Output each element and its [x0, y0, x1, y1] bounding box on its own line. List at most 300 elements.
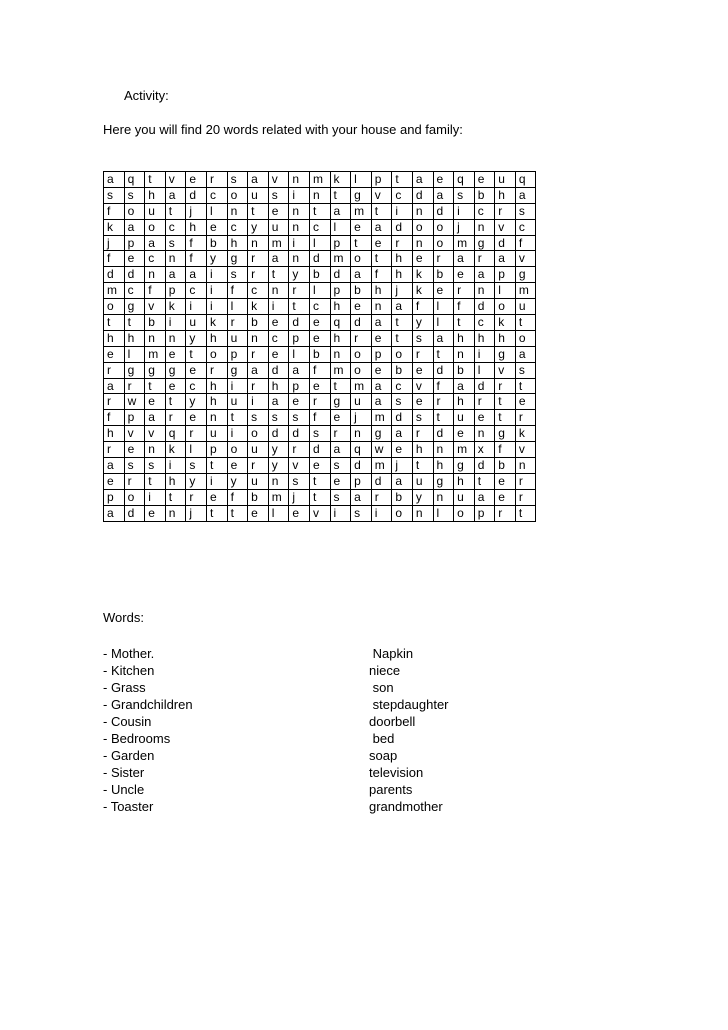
word-item: television — [369, 765, 424, 780]
grid-cell: h — [145, 187, 166, 203]
grid-cell: t — [206, 458, 227, 474]
grid-cell: r — [495, 505, 516, 521]
grid-row — [104, 410, 536, 426]
grid-cell: h — [206, 394, 227, 410]
grid-cell: m — [371, 410, 392, 426]
grid-cell: d — [433, 362, 454, 378]
grid-cell: o — [124, 203, 145, 219]
grid-cell: f — [186, 251, 207, 267]
grid-cell: v — [495, 362, 516, 378]
grid-cell: v — [165, 172, 186, 188]
grid-cell: r — [433, 251, 454, 267]
grid-cell: b — [474, 187, 495, 203]
grid-cell: l — [268, 505, 289, 521]
grid-cell: y — [227, 473, 248, 489]
grid-cell: e — [206, 489, 227, 505]
grid-cell: o — [351, 346, 372, 362]
grid-cell: b — [392, 489, 413, 505]
grid-cell: o — [495, 299, 516, 315]
grid-cell: e — [227, 458, 248, 474]
grid-cell: g — [124, 362, 145, 378]
grid-cell: v — [145, 426, 166, 442]
words-heading: Words: — [103, 610, 144, 625]
grid-cell: g — [165, 362, 186, 378]
grid-cell: s — [454, 187, 475, 203]
grid-cell: o — [248, 426, 269, 442]
grid-cell: e — [186, 362, 207, 378]
grid-cell: b — [454, 362, 475, 378]
grid-cell: t — [309, 489, 330, 505]
grid-cell: k — [165, 299, 186, 315]
grid-cell: c — [392, 378, 413, 394]
grid-cell: e — [474, 172, 495, 188]
grid-cell: t — [186, 346, 207, 362]
grid-cell: g — [454, 458, 475, 474]
grid-cell: g — [433, 473, 454, 489]
grid-cell: d — [412, 187, 433, 203]
grid-cell: o — [433, 235, 454, 251]
grid-cell: e — [412, 394, 433, 410]
grid-cell: a — [454, 251, 475, 267]
grid-cell: r — [330, 426, 351, 442]
grid-cell: e — [289, 394, 310, 410]
grid-cell: b — [392, 362, 413, 378]
grid-cell: e — [433, 283, 454, 299]
grid-cell: n — [371, 299, 392, 315]
grid-cell: l — [433, 299, 454, 315]
grid-cell: p — [330, 235, 351, 251]
grid-cell: l — [186, 442, 207, 458]
grid-cell: b — [248, 489, 269, 505]
grid-cell: v — [309, 505, 330, 521]
grid-cell: l — [351, 172, 372, 188]
grid-cell: i — [392, 203, 413, 219]
grid-cell: e — [104, 473, 125, 489]
grid-cell: l — [495, 283, 516, 299]
grid-cell: h — [124, 330, 145, 346]
word-item: - Mother. — [103, 646, 155, 661]
grid-cell: j — [289, 489, 310, 505]
grid-cell: m — [330, 251, 351, 267]
grid-cell: b — [206, 235, 227, 251]
grid-cell: n — [433, 442, 454, 458]
grid-cell: c — [145, 251, 166, 267]
grid-cell: t — [289, 299, 310, 315]
grid-cell: e — [186, 410, 207, 426]
grid-cell: w — [371, 442, 392, 458]
grid-cell: n — [412, 505, 433, 521]
grid-cell: r — [104, 362, 125, 378]
grid-cell: r — [248, 251, 269, 267]
word-item: - Toaster — [103, 799, 154, 814]
grid-cell: f — [412, 299, 433, 315]
grid-cell: p — [124, 235, 145, 251]
grid-cell: d — [309, 251, 330, 267]
grid-cell: n — [289, 219, 310, 235]
grid-cell: c — [474, 315, 495, 331]
grid-cell: d — [124, 505, 145, 521]
grid-cell: e — [474, 410, 495, 426]
grid-cell: n — [289, 251, 310, 267]
grid-row — [104, 378, 536, 394]
grid-cell: t — [454, 315, 475, 331]
grid-cell: a — [433, 330, 454, 346]
grid-cell: h — [454, 394, 475, 410]
grid-cell: l — [433, 505, 454, 521]
grid-cell: h — [268, 378, 289, 394]
grid-cell: y — [412, 315, 433, 331]
grid-cell: a — [186, 267, 207, 283]
grid-cell: g — [124, 299, 145, 315]
grid-cell: l — [474, 362, 495, 378]
grid-cell: t — [371, 251, 392, 267]
grid-cell: a — [268, 251, 289, 267]
grid-cell: m — [268, 235, 289, 251]
grid-cell: i — [206, 283, 227, 299]
grid-cell: b — [351, 283, 372, 299]
grid-cell: e — [330, 410, 351, 426]
grid-cell: e — [351, 299, 372, 315]
grid-cell: g — [351, 187, 372, 203]
grid-cell: s — [186, 458, 207, 474]
grid-cell: d — [392, 410, 413, 426]
grid-cell: h — [330, 299, 351, 315]
grid-cell: v — [515, 442, 536, 458]
grid-cell: d — [495, 235, 516, 251]
grid-cell: h — [186, 219, 207, 235]
grid-cell: e — [165, 346, 186, 362]
grid-cell: t — [206, 505, 227, 521]
grid-cell: k — [104, 219, 125, 235]
grid-cell: r — [289, 442, 310, 458]
grid-cell: n — [248, 330, 269, 346]
grid-cell: y — [206, 251, 227, 267]
grid-cell: f — [145, 283, 166, 299]
grid-cell: r — [248, 458, 269, 474]
grid-cell: i — [165, 458, 186, 474]
grid-cell: y — [289, 267, 310, 283]
word-item: - Grass — [103, 680, 146, 695]
grid-cell: g — [227, 362, 248, 378]
grid-cell: r — [186, 426, 207, 442]
grid-cell: e — [124, 442, 145, 458]
grid-cell: e — [309, 378, 330, 394]
grid-cell: y — [248, 219, 269, 235]
grid-cell: i — [165, 315, 186, 331]
grid-cell: v — [495, 219, 516, 235]
grid-cell: a — [248, 362, 269, 378]
grid-cell: r — [186, 489, 207, 505]
grid-cell: d — [330, 267, 351, 283]
grid-cell: e — [371, 330, 392, 346]
grid-cell: r — [474, 394, 495, 410]
grid-cell: p — [104, 489, 125, 505]
grid-cell: a — [433, 187, 454, 203]
grid-cell: a — [515, 346, 536, 362]
grid-row — [104, 187, 536, 203]
word-item: - Sister — [103, 765, 145, 780]
grid-cell: h — [474, 330, 495, 346]
grid-cell: u — [186, 315, 207, 331]
grid-cell: e — [351, 219, 372, 235]
grid-cell: y — [268, 458, 289, 474]
grid-cell: p — [227, 346, 248, 362]
grid-cell: l — [124, 346, 145, 362]
grid-cell: i — [186, 299, 207, 315]
grid-cell: t — [227, 410, 248, 426]
grid-cell: o — [433, 219, 454, 235]
grid-row — [104, 426, 536, 442]
grid-cell: s — [515, 362, 536, 378]
grid-cell: t — [351, 235, 372, 251]
grid-cell: v — [145, 299, 166, 315]
grid-cell: i — [206, 299, 227, 315]
grid-cell: g — [371, 426, 392, 442]
grid-cell: f — [495, 442, 516, 458]
grid-cell: r — [227, 315, 248, 331]
grid-cell: u — [412, 473, 433, 489]
grid-cell: e — [124, 251, 145, 267]
grid-cell: e — [268, 203, 289, 219]
grid-cell: e — [309, 458, 330, 474]
grid-cell: r — [495, 203, 516, 219]
grid-cell: p — [124, 410, 145, 426]
grid-cell: f — [371, 267, 392, 283]
grid-cell: r — [392, 235, 413, 251]
grid-cell: t — [145, 172, 166, 188]
grid-cell: r — [515, 473, 536, 489]
grid-cell: r — [248, 378, 269, 394]
grid-cell: j — [392, 458, 413, 474]
grid-cell: e — [371, 235, 392, 251]
grid-cell: r — [124, 473, 145, 489]
word-item: - Grandchildren — [103, 697, 193, 712]
grid-cell: l — [227, 299, 248, 315]
grid-cell: e — [268, 315, 289, 331]
grid-cell: s — [248, 410, 269, 426]
grid-cell: a — [351, 489, 372, 505]
grid-cell: n — [165, 330, 186, 346]
word-item: stepdaughter — [369, 697, 449, 712]
grid-cell: u — [454, 410, 475, 426]
grid-cell: s — [268, 410, 289, 426]
grid-cell: t — [495, 410, 516, 426]
grid-cell: t — [309, 473, 330, 489]
grid-cell: a — [351, 267, 372, 283]
grid-cell: s — [412, 330, 433, 346]
grid-cell: u — [227, 394, 248, 410]
word-item: soap — [369, 748, 398, 763]
grid-cell: i — [145, 489, 166, 505]
grid-cell: s — [227, 172, 248, 188]
grid-cell: a — [371, 315, 392, 331]
grid-cell: h — [104, 330, 125, 346]
grid-cell: t — [392, 330, 413, 346]
grid-cell: o — [227, 442, 248, 458]
grid-cell: a — [515, 187, 536, 203]
grid-cell: m — [309, 172, 330, 188]
grid-cell: o — [351, 251, 372, 267]
grid-cell: f — [309, 410, 330, 426]
grid-cell: a — [392, 299, 413, 315]
grid-row — [104, 172, 536, 188]
grid-cell: j — [454, 219, 475, 235]
grid-cell: r — [371, 489, 392, 505]
grid-row — [104, 330, 536, 346]
grid-cell: t — [515, 315, 536, 331]
grid-cell: t — [371, 203, 392, 219]
grid-cell: t — [495, 394, 516, 410]
grid-cell: s — [268, 187, 289, 203]
grid-cell: n — [351, 426, 372, 442]
grid-cell: j — [186, 203, 207, 219]
grid-cell: r — [104, 394, 125, 410]
grid-cell: t — [165, 203, 186, 219]
grid-cell: b — [145, 315, 166, 331]
grid-cell: u — [227, 330, 248, 346]
word-item: - Cousin — [103, 714, 152, 729]
grid-cell: e — [165, 378, 186, 394]
grid-cell: s — [104, 187, 125, 203]
grid-cell: v — [412, 378, 433, 394]
grid-cell: g — [495, 426, 516, 442]
grid-cell: r — [206, 172, 227, 188]
word-list-right — [369, 645, 449, 815]
intro-text: Here you will find 20 words related with your house and family: — [103, 122, 463, 137]
grid-cell: o — [124, 489, 145, 505]
grid-cell: o — [412, 219, 433, 235]
grid-cell: h — [227, 235, 248, 251]
grid-cell: a — [371, 394, 392, 410]
grid-cell: y — [412, 489, 433, 505]
grid-cell: e — [186, 172, 207, 188]
grid-cell: n — [412, 203, 433, 219]
grid-cell: i — [268, 299, 289, 315]
grid-cell: h — [206, 330, 227, 346]
grid-cell: a — [145, 410, 166, 426]
grid-cell: p — [371, 172, 392, 188]
grid-cell: l — [309, 235, 330, 251]
grid-cell: n — [145, 442, 166, 458]
grid-cell: a — [474, 489, 495, 505]
grid-cell: w — [124, 394, 145, 410]
grid-cell: d — [392, 219, 413, 235]
grid-cell: u — [454, 489, 475, 505]
grid-cell: s — [165, 235, 186, 251]
grid-cell: t — [392, 172, 413, 188]
grid-cell: k — [495, 315, 516, 331]
grid-cell: o — [515, 330, 536, 346]
grid-cell: e — [495, 489, 516, 505]
grid-cell: q — [330, 315, 351, 331]
grid-cell: k — [206, 315, 227, 331]
grid-cell: h — [392, 251, 413, 267]
grid-cell: t — [515, 505, 536, 521]
grid-cell: a — [289, 362, 310, 378]
grid-cell: c — [186, 283, 207, 299]
grid-cell: r — [248, 267, 269, 283]
grid-cell: p — [371, 346, 392, 362]
grid-cell: r — [309, 394, 330, 410]
grid-cell: t — [309, 203, 330, 219]
grid-cell: s — [309, 426, 330, 442]
activity-label: Activity: — [124, 88, 169, 103]
grid-cell: a — [268, 394, 289, 410]
grid-cell: f — [227, 489, 248, 505]
grid-row — [104, 235, 536, 251]
grid-cell: h — [371, 283, 392, 299]
grid-cell: p — [165, 283, 186, 299]
grid-cell: d — [433, 203, 454, 219]
grid-cell: c — [186, 378, 207, 394]
grid-cell: u — [351, 394, 372, 410]
grid-cell: t — [433, 410, 454, 426]
grid-cell: i — [371, 505, 392, 521]
grid-cell: p — [351, 473, 372, 489]
grid-cell: y — [186, 394, 207, 410]
grid-cell: b — [495, 458, 516, 474]
grid-cell: o — [392, 346, 413, 362]
grid-cell: r — [412, 346, 433, 362]
grid-cell: e — [145, 505, 166, 521]
grid-cell: h — [495, 187, 516, 203]
grid-cell: e — [454, 267, 475, 283]
grid-cell: f — [104, 251, 125, 267]
grid-cell: r — [104, 442, 125, 458]
word-item: - Bedrooms — [103, 731, 171, 746]
grid-cell: v — [371, 187, 392, 203]
grid-cell: n — [289, 203, 310, 219]
word-item: - Garden — [103, 748, 155, 763]
grid-cell: i — [454, 203, 475, 219]
grid-cell: t — [165, 489, 186, 505]
grid-row — [104, 394, 536, 410]
grid-cell: v — [268, 172, 289, 188]
grid-cell: d — [289, 315, 310, 331]
grid-cell: u — [145, 203, 166, 219]
grid-cell: d — [351, 315, 372, 331]
grid-cell: u — [248, 187, 269, 203]
grid-cell: t — [227, 505, 248, 521]
grid-cell: q — [124, 172, 145, 188]
grid-cell: a — [104, 505, 125, 521]
grid-cell: a — [495, 251, 516, 267]
grid-cell: d — [104, 267, 125, 283]
grid-cell: m — [351, 378, 372, 394]
grid-cell: b — [433, 267, 454, 283]
grid-cell: n — [206, 410, 227, 426]
grid-cell: h — [330, 330, 351, 346]
grid-cell: t — [474, 473, 495, 489]
grid-cell: n — [165, 505, 186, 521]
grid-cell: g — [495, 346, 516, 362]
grid-cell: m — [104, 283, 125, 299]
grid-cell: n — [227, 203, 248, 219]
grid-cell: r — [495, 378, 516, 394]
grid-cell: f — [309, 362, 330, 378]
grid-cell: n — [268, 473, 289, 489]
grid-cell: r — [124, 378, 145, 394]
grid-cell: g — [227, 251, 248, 267]
grid-cell: f — [186, 235, 207, 251]
grid-cell: c — [206, 187, 227, 203]
grid-row — [104, 442, 536, 458]
grid-cell: n — [145, 267, 166, 283]
grid-cell: v — [515, 251, 536, 267]
grid-cell: b — [309, 267, 330, 283]
grid-cell: r — [515, 489, 536, 505]
grid-cell: d — [474, 299, 495, 315]
